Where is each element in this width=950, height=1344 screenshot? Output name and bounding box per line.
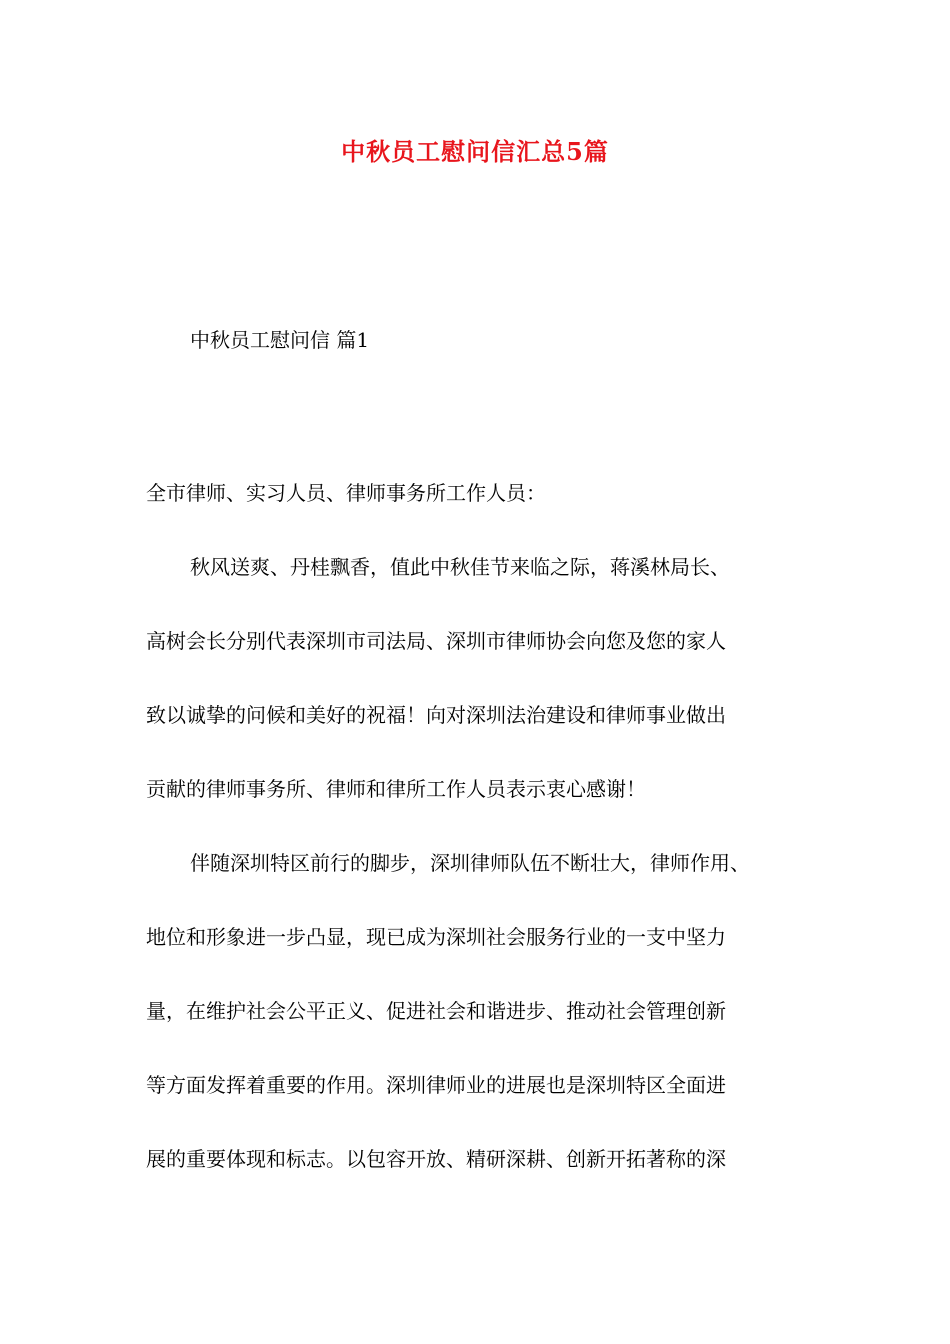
paragraph-line: 秋风送爽、丹桂飘香，值此中秋佳节来临之际，蒋溪林局长、 [190, 555, 730, 579]
document-title: 中秋员工慰问信汇总5篇 [341, 137, 609, 166]
paragraph-line: 高树会长分别代表深圳市司法局、深圳市律师协会向您及您的家人 [146, 629, 726, 653]
paragraph-line: 致以诚挚的问候和美好的祝福！向对深圳法治建设和律师事业做出 [146, 703, 726, 727]
paragraph-2 [146, 848, 826, 1218]
paragraph-line: 伴随深圳特区前行的脚步，深圳律师队伍不断壮大，律师作用、 [190, 851, 750, 875]
paragraph-line: 地位和形象进一步凸显，现已成为深圳社会服务行业的一支中坚力 [146, 925, 726, 949]
salutation: 全市律师、实习人员、律师事务所工作人员： [146, 481, 546, 505]
paragraph-line: 等方面发挥着重要的作用。深圳律师业的进展也是深圳特区全面进 [146, 1073, 726, 1097]
paragraph-line: 量，在维护社会公平正义、促进社会和谐进步、推动社会管理创新 [146, 999, 726, 1023]
paragraph-line: 贡献的律师事务所、律师和律所工作人员表示衷心感谢！ [146, 777, 646, 801]
section-heading: 中秋员工慰问信 篇1 [190, 328, 370, 352]
paragraph-line: 展的重要体现和标志。以包容开放、精研深耕、创新开拓著称的深 [146, 1147, 726, 1171]
paragraph-1 [146, 552, 826, 848]
